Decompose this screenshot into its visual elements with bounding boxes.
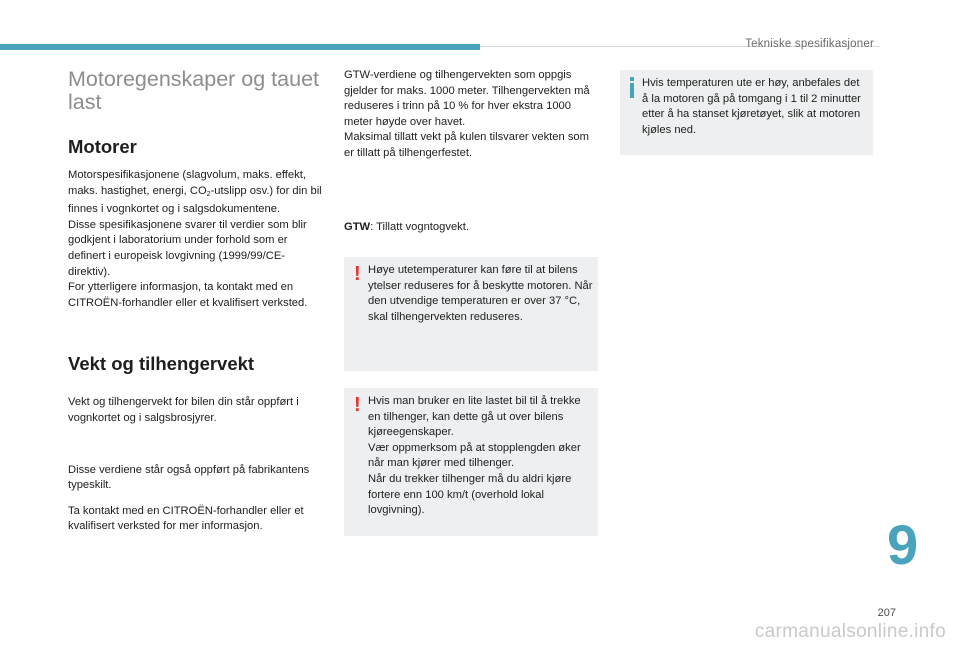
watermark: carmanualsonline.info [754, 621, 946, 642]
warning-towing-paragraph-1: Hvis man bruker en lite lastet bil til å trekke en tilhenger, kan dette gå ut over bilens kjøreegenskaper. [368, 395, 581, 439]
vekt-paragraph-2: Disse verdiene står også oppført på fabrikantens typeskilt. [68, 463, 310, 492]
warning-icon: ! [354, 263, 361, 285]
info-text-engine-cooling: Hvis temperaturen ute er høy, anbefales det å la motoren gå på tomgang i 1 til 2 minutter etter å ha stanset kjøretøyet, slik at motoren kjøles ned. [642, 77, 861, 136]
warning-towing-paragraph-3: Når du trekker tilhenger må du aldri kjøre fortere enn 100 km/t (overhold lokal lovgivning). [368, 472, 572, 517]
motorer-paragraph-1 [68, 168, 323, 218]
gtw-paragraph-2: Maksimal tillatt vekt på kulen tilsvarer vekten som er tillatt på tilhengerfestet. [344, 131, 589, 159]
column-left [68, 68, 323, 535]
info-box-engine-cooling [620, 70, 873, 155]
co2-subscript: 2 [206, 190, 211, 198]
chapter-number: 9 [887, 513, 919, 576]
motorer-paragraph-2: Disse spesifikasjonene svarer til verdier som blir godkjent i laboratorium under forhold som er definert i europeisk lovgivning (1999/99/CE-direktiv). [68, 218, 307, 278]
warning-icon: ! [354, 394, 361, 416]
vekt-paragraph-3: Ta kontakt med en CITROËN-forhandler eller et kvalifisert verksted for mer informasjon. [68, 504, 304, 533]
warning-box-towing [344, 388, 598, 536]
motorer-paragraph-3: For ytterligere informasjon, ta kontakt med en CITROËN-forhandler eller et kvalifisert verksted. [68, 281, 308, 309]
info-icon [630, 77, 635, 98]
page-number: 207 [877, 607, 896, 619]
warning-text-temperature: Høye utetemperaturer kan føre til at bilens ytelser reduseres for å beskytte motoren. Når den utvendige temperaturen er over 37 °C, skal tilhengervekten reduseres. [368, 264, 593, 323]
gtw-text-block [344, 68, 599, 162]
warning-towing-paragraph-2: Vær oppmerksom på at stopplengden øker når man kjører med tilhenger. [368, 441, 581, 470]
gtw-label: GTW [344, 221, 371, 233]
warning-box-temperature [344, 257, 598, 371]
gtw-paragraph-1: GTW-verdiene og tilhengervekten som oppgis gjelder for maks. 1000 meter. Tilhengervekten må reduseres i trinn på 10 % for hver ekstra 1000 meter høyde over havet. [344, 69, 590, 128]
header-accent-bar [0, 44, 480, 50]
page-title: Motoregenskaper og tauet last [68, 67, 319, 114]
vekt-paragraph-1: Vekt og tilhengervekt for bilen din står oppført i vognkortet og i salgsbrosjyrer. [68, 396, 299, 424]
motorer-text-pre: Motorspesifikasjonene (slagvolum, maks. effekt, maks. hastighet, energi, CO [68, 169, 306, 197]
gtw-definition [344, 220, 599, 236]
gtw-definition-text: : Tillatt vogntogvekt. [370, 221, 469, 233]
warning-text-towing [368, 394, 594, 519]
motorer-text-post: -utslipp osv.) for din bil finnes i vognkortet og i salgsdokumentene. [68, 184, 322, 216]
section-title-vekt: Vekt og tilhengervekt [68, 353, 255, 375]
header-section-title: Tekniske spesifikasjoner [745, 38, 874, 50]
section-title-motorer: Motorer [68, 136, 137, 157]
